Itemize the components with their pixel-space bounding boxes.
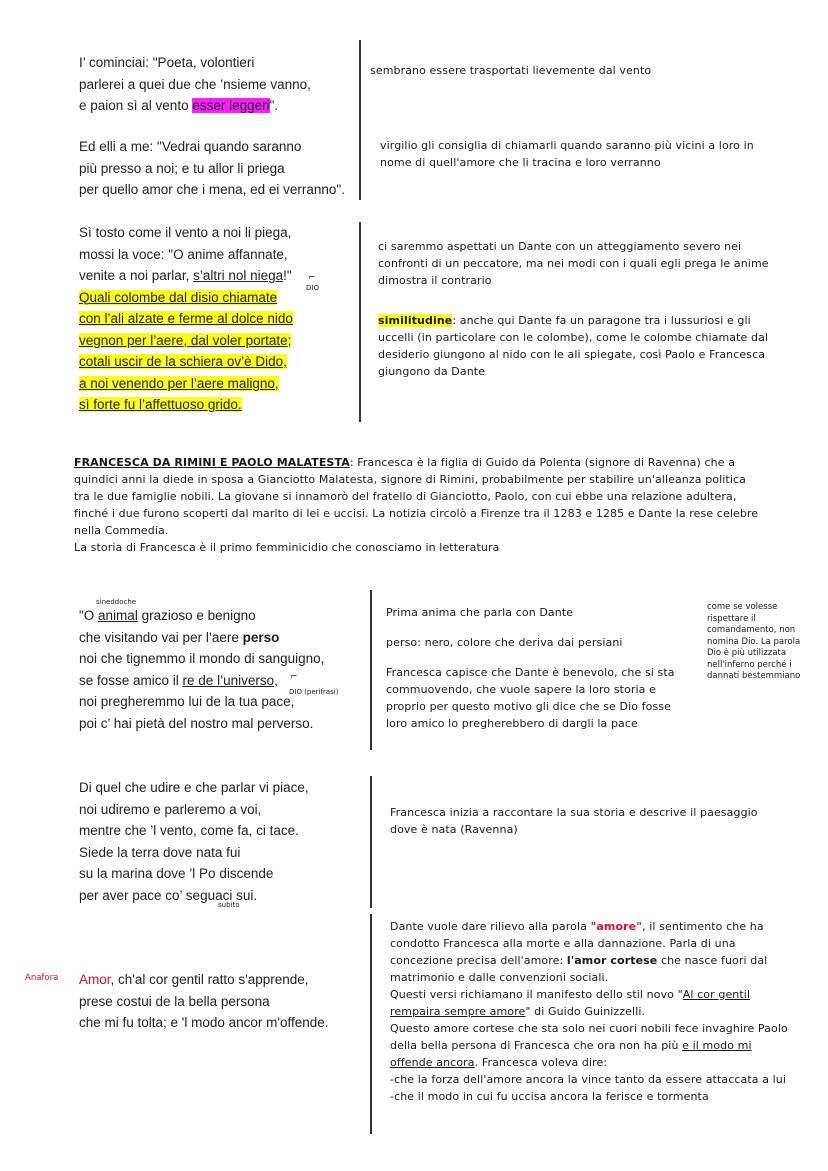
verse-line: e paion sì al vento esser leggeri". (79, 98, 279, 113)
simile-line: Quali colombe dal disio chiamate (79, 289, 278, 305)
verse-line: per aver pace co’ seguaci sui. (79, 887, 258, 903)
arrow-icon: ⌐ (290, 672, 298, 682)
bio-femminicidio-line: La storia di Francesca è il primo femminicidio che conosciamo in letteratura (74, 541, 500, 554)
simile-line: con l’ali alzate e ferme al dolce nido (79, 311, 293, 326)
verse-line: se fosse amico il re de l’universo, (79, 672, 278, 688)
verse-line: su la marina dove ’l Po discende (79, 866, 274, 881)
note-section3-similitudine: similitudine: anche qui Dante fa un paragone tra i lussuriosi e gli uccelli (in particolare con le colombe), come le colombe chiamate dal desiderio giungono al nido con le ali spiegate, così Paolo e Francesca giungono da Dante (378, 314, 769, 378)
note-amore-paragraph: Dante vuole dare rilievo alla parola "amore", il sentimento che ha condotto Francesca alla morte e alla dannazione. Parla di una concezione precisa dell'amore: l'amor cortese che nasce fuori dal matrimonio e dalle convenzioni sociali. (390, 920, 768, 984)
verse-line: noi udiremo e parleremo a voi, (79, 801, 262, 817)
verse-line: per quello amor che i mena, ed ei verranno". (79, 182, 345, 197)
verse-line: Siede la terra dove nata fui (79, 844, 241, 860)
verses-block-2 (79, 136, 345, 201)
verse-line: I’ cominciai: "Poeta, volontieri (79, 55, 255, 70)
note-section2: virgilio gli consiglia di chiamarli quando saranno più vicini a loro in nome di quell'amore che li tracina e loro verranno (380, 139, 754, 169)
note-section5: Francesca inizia a raccontare la sua storia e descrive il paesaggio dove è nata (Ravenna) (390, 806, 758, 836)
label-similitudine: similitudine (378, 314, 453, 327)
verse-line: Amor, ch'al cor gentil ratto s'apprende, (79, 972, 309, 987)
simile-line: sì forte fu l’affettuoso grido. (79, 397, 242, 412)
word-amore-red: "amore" (590, 920, 643, 933)
note-section3-severo: ci saremmo aspettati un Dante con un atteggiamento severo nei confronti di un peccatore, ma nei modi con i quali egli prega le anime dimostra il contrario (378, 240, 769, 287)
word-amor-red: Amor (79, 972, 111, 987)
note-list-item: -che il modo in cui fu uccisa ancora la ferisce e tormenta (390, 1090, 709, 1103)
column-divider (370, 914, 372, 1134)
underlined-re-universo: re de l’universo, (182, 672, 278, 688)
verses-block-6 (79, 969, 329, 1034)
verse-line: Sì tosto come il vento a noi li piega, (79, 225, 292, 240)
verse-line: noi pregheremmo lui de la tua pace, (79, 694, 295, 709)
verse-line: "O animal grazioso e benigno (79, 608, 256, 623)
column-divider (359, 222, 361, 422)
verse-line: che visitando vai per l’aere perso (79, 629, 280, 645)
highlight-esser-leggeri: esser leggeri (192, 98, 270, 113)
annotation-anafora: Anafora (25, 973, 59, 983)
note-stilnovo: Questi versi richiamano il manifesto dello stil novo "Al cor gentil rempaira sempre amore" di Guido Guinizzelli. (390, 988, 751, 1018)
verse-line: che mi fu tolta; e 'l modo ancor m'offende. (79, 1015, 329, 1030)
annotation-dio-perifrasi: DIO (perifrasi) (289, 688, 339, 696)
underlined-animal: animal (98, 608, 138, 623)
annotation-subito: subito (218, 901, 240, 909)
verses-block-1 (79, 52, 311, 117)
verse-line: prese costui de la bella persona (79, 993, 270, 1009)
verses-block-5 (79, 777, 309, 906)
note-section6 (390, 918, 790, 1105)
arrow-icon: ⌐ (308, 273, 316, 283)
verse-line: noi che tignemmo il mondo di sanguigno, (79, 651, 325, 666)
verse-line: poi c’ hai pietà del nostro mal perverso. (79, 715, 314, 731)
verse-line: mossi la voce: "O anime affannate, (79, 246, 288, 262)
simile-line: cotali uscir de la schiera ov’è Dido, (79, 354, 287, 369)
note-perso: perso: nero, colore che deriva dai persiani (386, 636, 623, 649)
verse-line: parlerei a quei due che ’nsieme vanno, (79, 76, 311, 92)
verse-line: più presso a noi; e tu allor li priega (79, 160, 285, 176)
annotation-sineddoche: sineddoche (96, 598, 137, 606)
verse-line: venite a noi parlar, s’altri nol niega!" (79, 268, 292, 283)
underlined-al-cor-gentil: Al cor gentil rempaira sempre amore (390, 988, 751, 1018)
note-francesca-capisce: Francesca capisce che Dante è benevolo, che si sta commuovendo, che vuole sapere la loro storia e proprio per questo motivo gli dice che se Dio fosse loro amico lo pregherebbero di dargli la pace (386, 666, 675, 730)
simile-line: a noi venendo per l’aere maligno, (79, 375, 279, 391)
simile-line: vegnon per l’aere, dal voler portate; (79, 332, 292, 348)
side-note-dio: come se volesse rispettare il comandamento, non nomina Dio. La parola Dio è più utilizzata nell'inferno perché i dannati bestemmiano (707, 602, 801, 681)
verse-line: mentre che ’l vento, come fa, ci tace. (79, 823, 299, 838)
note-prima-anima: Prima anima che parla con Dante (386, 606, 574, 619)
note-section1: sembrano essere trasportati lievemente dal vento (370, 64, 652, 77)
column-divider (370, 776, 372, 908)
verse-line: Ed elli a me: "Vedrai quando saranno (79, 139, 302, 154)
column-divider (370, 590, 372, 750)
bold-amor-cortese: l'amor cortese (566, 954, 658, 967)
bold-perso: perso (242, 629, 280, 645)
verses-block-3 (79, 222, 293, 416)
column-divider (359, 40, 361, 200)
bio-title: FRANCESCA DA RIMINI E PAOLO MALATESTA (74, 456, 350, 469)
underlined-modo-offende: e il modo mi offende ancora (390, 1039, 752, 1069)
underlined-altri-nol-niega: s’altri nol niega (193, 268, 284, 283)
annotation-dio: DIO (306, 284, 319, 292)
bio-paragraph: FRANCESCA DA RIMINI E PAOLO MALATESTA: Francesca è la figlia di Guido da Polenta (signore di Ravenna) che a quindici anni la diede in sposa a Gianciotto Malatesta, signore di Rimini, probabilmente per stabilire un'alleanza politica tra le due famiglie nobili. La giovane si innamorò del fratello di Gianciotto, Paolo, con cui ebbe una relazione adultera, finché i due furono scoperti dal marito di lei e uccisi. La notizia circolò a Firenze tra il 1283 e 1285 e Dante la rese celebre nella Commedia. La storia di Francesca è il primo femminicidio che conosciamo in letteratura (74, 454, 764, 556)
note-list-item: -che la forza dell'amore ancora la vince tanto da essere attaccata a lui (390, 1073, 787, 1086)
verses-block-4 (79, 605, 324, 734)
note-amore-cortese: Questo amore cortese che sta solo nei cuori nobili fece invaghire Paolo della bella persona di Francesca che ora non ha più e il modo mi offende ancora. Francesca voleva dire: (390, 1022, 788, 1069)
verse-line: Di quel che udire e che parlar vi piace, (79, 780, 309, 795)
